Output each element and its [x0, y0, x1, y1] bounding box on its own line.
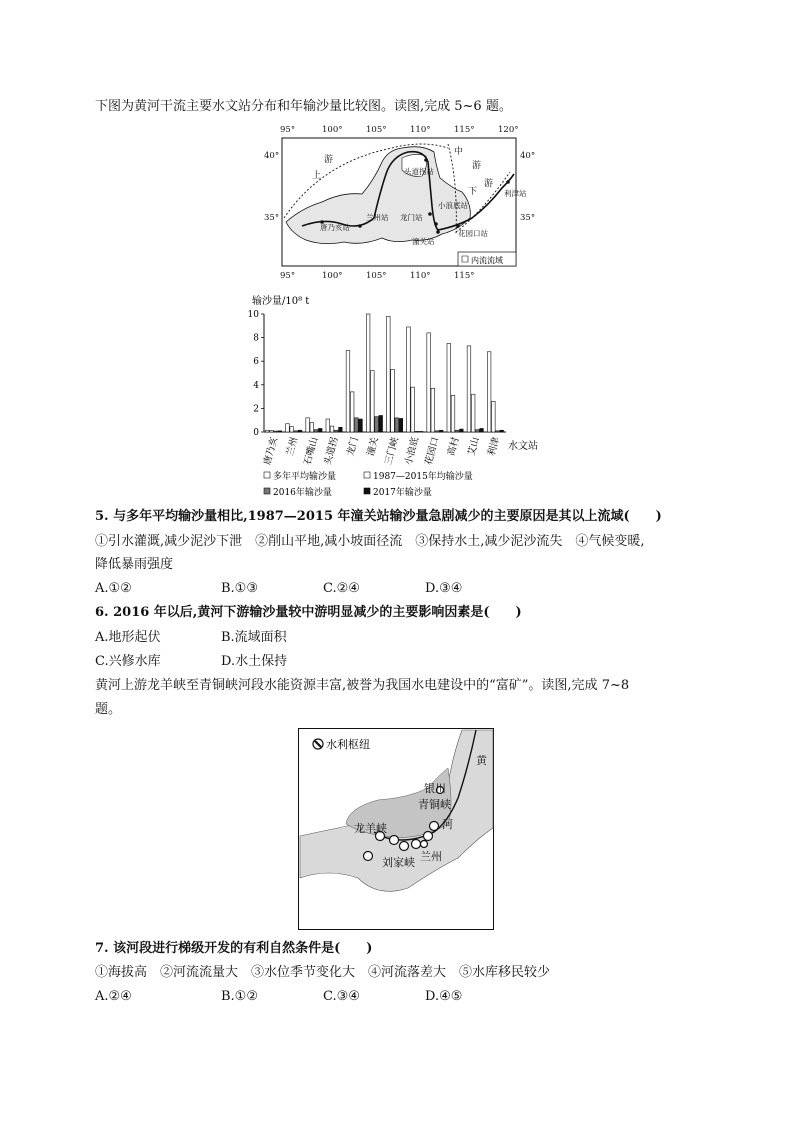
- bar: [290, 427, 294, 432]
- q6-option-d[interactable]: D.水土保持: [221, 654, 288, 669]
- q6-stem: 6. 2016 年以后,黄河下游输沙量较中游明显减少的主要影响因素是( ): [95, 605, 522, 620]
- lon-label: 120°: [498, 125, 519, 135]
- legend-swatch-2: [364, 472, 370, 478]
- bar: [415, 431, 419, 432]
- label-lijin: 利津站: [504, 189, 527, 198]
- bar: [427, 333, 431, 432]
- bar: [431, 388, 435, 432]
- label-xiaolangdi: 小浪底站: [438, 201, 468, 210]
- lon-label: 100°: [322, 125, 343, 135]
- svg-text:95°: 95°: [280, 271, 296, 281]
- label-middle: 中: [454, 147, 464, 157]
- bar: [391, 369, 395, 432]
- q5-items-2: 降低暴雨强度: [95, 557, 174, 572]
- q7-option-b[interactable]: B.①②: [221, 989, 258, 1004]
- q5-option-a[interactable]: A.①②: [95, 581, 132, 596]
- q7-option-c[interactable]: C.③④: [323, 989, 360, 1004]
- y-tick-label: 10: [247, 310, 259, 320]
- bar: [407, 327, 411, 432]
- svg-text:110°: 110°: [410, 271, 431, 281]
- label-tangnaihai: 唐乃亥站: [320, 223, 350, 232]
- q5-options: [95, 580, 462, 598]
- q6-options-row-1: [95, 629, 287, 647]
- label-longmen: 龙门站: [400, 213, 423, 222]
- bar: [500, 430, 504, 432]
- x-tick-label: 石嘴山: [302, 435, 321, 467]
- bar: [355, 418, 359, 432]
- svg-text:115°: 115°: [454, 271, 475, 281]
- intro-text-2b: 题。: [95, 702, 122, 717]
- dam-icon: [313, 739, 323, 749]
- y-tick-label: 6: [253, 357, 259, 368]
- q5-stem: 5. 与多年平均输沙量相比,1987—2015 年潼关站输沙量急剧减少的主要原因是其以上流域( ): [95, 509, 662, 524]
- label-upper: 上: [312, 171, 322, 181]
- bar: [487, 352, 491, 432]
- label-middle2: 游: [472, 161, 482, 171]
- svg-text:100°: 100°: [322, 271, 343, 281]
- yellow-river-station-map: [262, 122, 544, 282]
- bar: [266, 430, 270, 432]
- intro-text-2: 黄河上游龙羊峡至青铜峡河段水能资源丰富,被誉为我国水电建设中的“富矿”。读图,完成 7~8: [95, 678, 630, 693]
- chart-xlabel: 水文站: [508, 441, 538, 452]
- bar: [447, 344, 451, 433]
- bar: [451, 395, 455, 432]
- x-tick-label: 头道拐: [322, 435, 341, 467]
- lon-label: 115°: [454, 125, 475, 135]
- bar: [435, 431, 439, 432]
- q7-items: ①海拔高 ②河流流量大 ③水位季节变化大 ④河流落差大 ⑤水库移民较少: [95, 965, 551, 980]
- label-lanzhou: 兰州站: [366, 213, 389, 222]
- bar: [306, 418, 310, 432]
- legend-swatch-4: [364, 488, 370, 494]
- lat-label: 40°: [264, 151, 280, 161]
- bar: [460, 429, 464, 432]
- y-tick-label: 0: [253, 428, 259, 438]
- bar: [334, 430, 338, 432]
- y-tick-label: 4: [253, 380, 259, 391]
- lon-label: 95°: [280, 125, 296, 135]
- legend-3: 2016年输沙量: [273, 488, 332, 498]
- bar: [375, 417, 379, 432]
- y-tick-label: 2: [253, 404, 259, 415]
- label-tongguan: 潼关站: [412, 237, 435, 246]
- q5-option-c[interactable]: C.②④: [323, 581, 360, 596]
- bar: [359, 419, 363, 432]
- lon-label: 110°: [410, 125, 431, 135]
- svg-text:105°: 105°: [366, 271, 387, 281]
- q7-options: [95, 988, 462, 1006]
- bar: [419, 431, 423, 432]
- bar: [318, 428, 322, 432]
- bar: [278, 431, 282, 432]
- bar: [399, 418, 403, 432]
- label-yinchuan: 银川: [424, 782, 446, 795]
- bar: [294, 431, 298, 432]
- legend-4: 2017年输沙量: [373, 488, 432, 498]
- intro-text-1: 下图为黄河干流主要水文站分布和年输沙量比较图。读图,完成 5~6 题。: [95, 99, 512, 114]
- bar: [310, 423, 314, 432]
- bar: [286, 424, 290, 432]
- q5-option-b[interactable]: B.①③: [221, 581, 258, 596]
- legend-swatch-3: [264, 488, 270, 494]
- x-tick-label: 花园口: [423, 435, 442, 467]
- bar: [298, 430, 302, 432]
- lon-label: 105°: [366, 125, 387, 135]
- label-lower2: 游: [484, 179, 494, 189]
- label-huayuankou: 花园口站: [458, 229, 488, 238]
- x-tick-label: 潼关: [365, 435, 381, 458]
- map1-legend: 内流流域: [471, 256, 503, 265]
- lat-label: 35°: [520, 213, 536, 223]
- x-tick-label: 高村: [445, 435, 462, 458]
- x-tick-label: 兰州: [284, 435, 301, 458]
- q7-stem: 7. 该河段进行梯级开发的有利自然条件是( ): [95, 941, 373, 956]
- upper-yellow-river-map: [298, 728, 494, 930]
- bar: [455, 430, 459, 432]
- x-tick-label: 唐乃亥: [261, 435, 280, 467]
- q5-option-d[interactable]: D.③④: [425, 581, 463, 596]
- q6-option-a[interactable]: A.地形起伏: [95, 630, 161, 645]
- x-tick-label: 龙门: [345, 435, 361, 458]
- bar: [476, 430, 480, 432]
- legend-1: 多年平均输沙量: [273, 472, 337, 482]
- label-he: 河: [442, 818, 453, 831]
- bar: [471, 394, 475, 432]
- x-tick-label: 小浪底: [403, 435, 422, 467]
- bar: [492, 401, 496, 432]
- bar: [366, 314, 370, 432]
- label-lanzhou: 兰州: [420, 850, 442, 863]
- bar: [326, 419, 330, 432]
- bar: [274, 431, 278, 432]
- bar: [395, 418, 399, 432]
- legend-swatch-1: [264, 472, 270, 478]
- bar: [339, 427, 343, 432]
- lat-label: 40°: [520, 151, 536, 161]
- label-upper2: 游: [324, 155, 334, 165]
- lat-label: 35°: [264, 213, 280, 223]
- bar: [411, 387, 415, 432]
- label-lower: 下: [468, 187, 478, 197]
- bar: [350, 392, 354, 432]
- bar: [270, 431, 274, 432]
- bar: [379, 415, 383, 432]
- label-huang: 黄: [476, 754, 487, 767]
- bar: [467, 346, 471, 432]
- map2-legend: 水利枢纽: [326, 738, 370, 751]
- bar: [330, 426, 334, 432]
- bar: [314, 430, 318, 432]
- q6-options-row-2: [95, 653, 287, 671]
- q6-option-c[interactable]: C.兴修水库: [95, 654, 161, 669]
- x-tick-label: 艾山: [466, 435, 482, 458]
- bar: [496, 431, 500, 432]
- label-toudaoguai: 头道拐站: [404, 167, 434, 176]
- bar: [346, 351, 350, 432]
- q6-option-b[interactable]: B.流域面积: [221, 630, 287, 645]
- chart-ylabel: 输沙量/10⁸ t: [252, 296, 310, 307]
- bar: [387, 316, 391, 432]
- legend-2: 1987—2015年均输沙量: [373, 472, 473, 482]
- q7-option-a[interactable]: A.②④: [95, 989, 132, 1004]
- q7-option-d[interactable]: D.④⑤: [425, 989, 463, 1004]
- q5-items-1: ①引水灌溉,减少泥沙下泄 ②削山平地,减小坡面径流 ③保持水土,减少泥沙流失 ④气候变暖,: [95, 534, 645, 549]
- x-tick-label: 三门峡: [382, 435, 401, 467]
- bar: [439, 430, 443, 432]
- bar: [371, 371, 375, 432]
- x-tick-label: 利津: [486, 435, 502, 458]
- label-liujiaxia: 刘家峡: [382, 856, 415, 869]
- sediment-bar-chart: [240, 292, 560, 502]
- label-longyangxia: 龙羊峡: [354, 822, 387, 835]
- label-qingtongxia: 青铜峡: [418, 798, 451, 811]
- y-tick-label: 8: [253, 333, 259, 344]
- bar: [480, 428, 484, 432]
